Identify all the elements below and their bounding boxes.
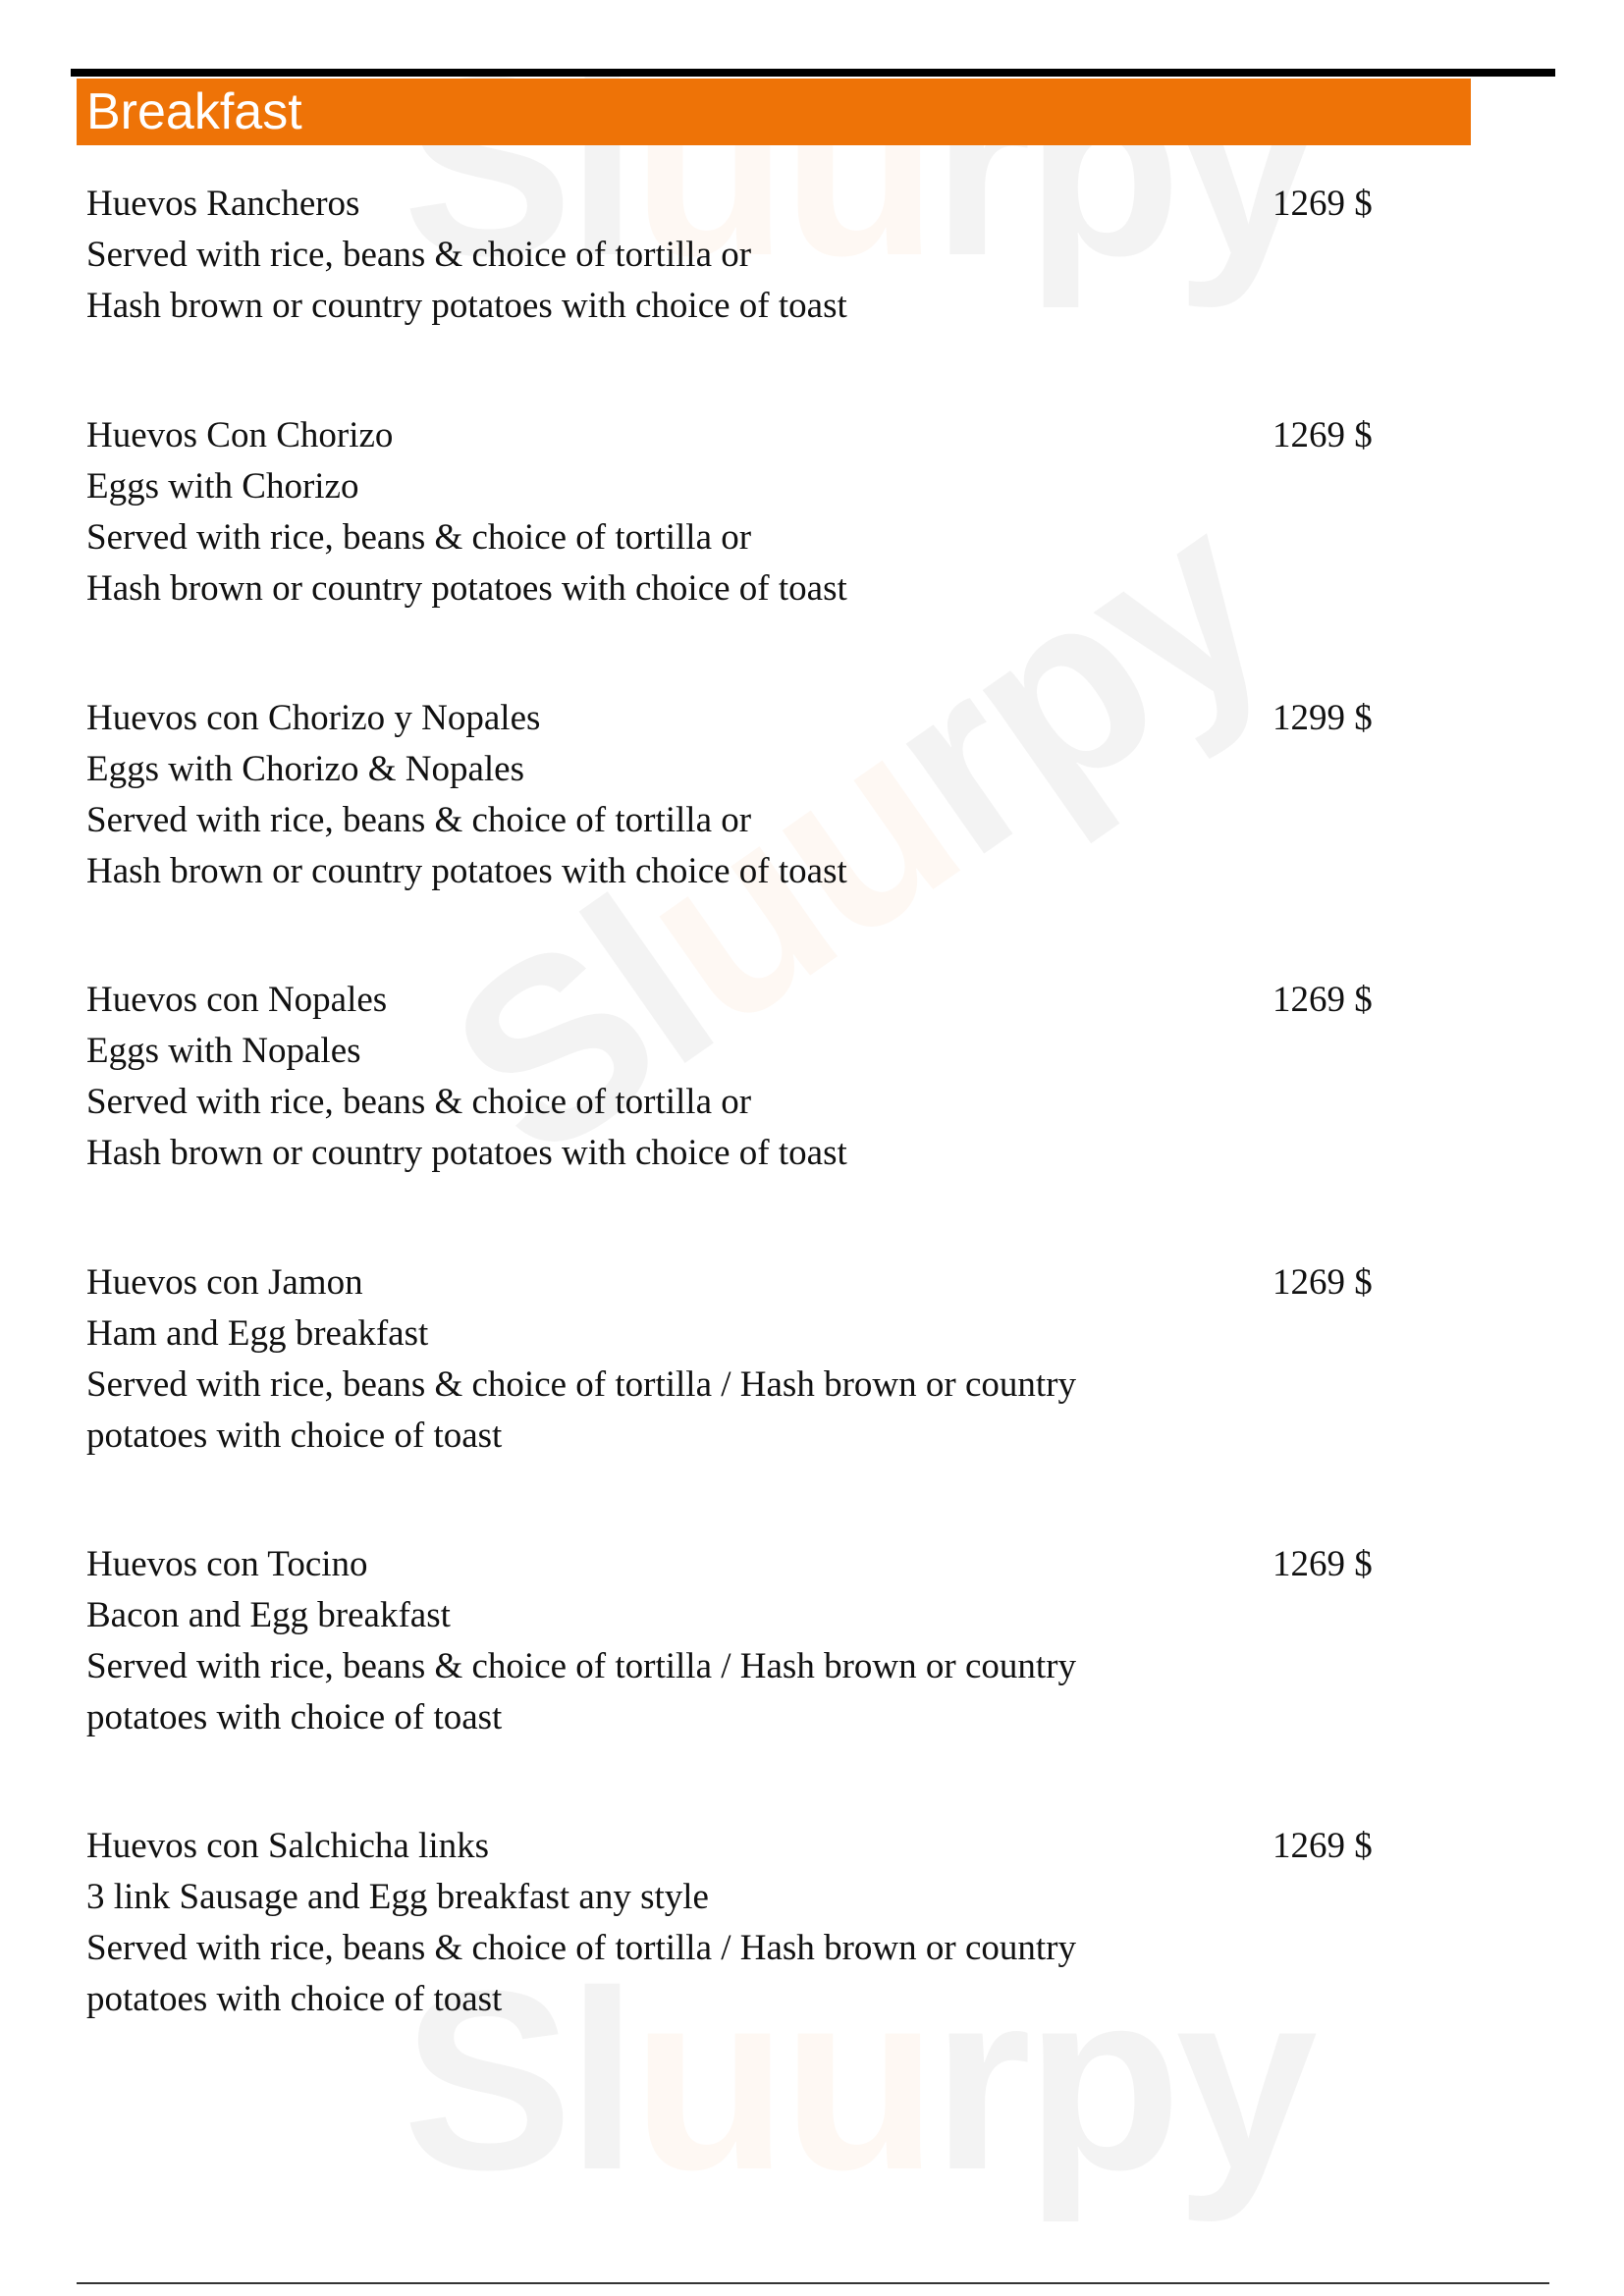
item-name: Huevos con Tocino <box>86 1544 368 1584</box>
item-price: 1269 $ <box>1272 1262 1373 1303</box>
item-price: 1269 $ <box>1272 1826 1373 1866</box>
menu-item <box>86 1257 1392 1462</box>
item-description: Hash brown or country potatoes with choice of toast <box>86 568 847 609</box>
item-description: potatoes with choice of toast <box>86 1697 503 1737</box>
item-description: Served with rice, beans & choice of tortilla or <box>86 235 752 275</box>
item-description: potatoes with choice of toast <box>86 1979 503 2019</box>
item-description: Eggs with Nopales <box>86 1031 361 1071</box>
item-description: Served with rice, beans & choice of tortilla or <box>86 800 752 840</box>
menu-item <box>86 410 1392 614</box>
item-description: Served with rice, beans & choice of tortilla / Hash brown or country <box>86 1646 1076 1686</box>
item-name: Huevos con Salchicha links <box>86 1826 489 1866</box>
item-description: Served with rice, beans & choice of tortilla / Hash brown or country <box>86 1928 1076 1968</box>
item-price: 1269 $ <box>1272 184 1373 224</box>
item-name: Huevos con Jamon <box>86 1262 363 1303</box>
item-price: 1299 $ <box>1272 698 1373 738</box>
item-price: 1269 $ <box>1272 1544 1373 1584</box>
item-price: 1269 $ <box>1272 980 1373 1020</box>
menu-item <box>86 179 1392 332</box>
item-name: Huevos con Chorizo y Nopales <box>86 698 541 738</box>
item-description: 3 link Sausage and Egg breakfast any style <box>86 1877 709 1917</box>
menu-item <box>86 1821 1392 2025</box>
item-name: Huevos Con Chorizo <box>86 415 394 455</box>
item-price: 1269 $ <box>1272 415 1373 455</box>
item-description: potatoes with choice of toast <box>86 1415 503 1456</box>
item-name: Huevos con Nopales <box>86 980 388 1020</box>
item-name: Huevos Rancheros <box>86 184 360 224</box>
section-title: Breakfast <box>86 83 302 140</box>
item-description: Ham and Egg breakfast <box>86 1313 429 1354</box>
item-description: Hash brown or country potatoes with choice of toast <box>86 1133 847 1173</box>
item-description: Hash brown or country potatoes with choice of toast <box>86 851 847 891</box>
section-header <box>77 79 1471 145</box>
item-description: Eggs with Chorizo <box>86 466 359 507</box>
menu-item <box>86 1539 1392 1743</box>
item-description: Bacon and Egg breakfast <box>86 1595 451 1635</box>
item-description: Eggs with Chorizo & Nopales <box>86 749 525 789</box>
item-description: Served with rice, beans & choice of tortilla / Hash brown or country <box>86 1364 1076 1405</box>
item-description: Served with rice, beans & choice of tortilla or <box>86 517 752 558</box>
bottom-rule <box>77 2282 1549 2284</box>
item-description: Hash brown or country potatoes with choice of toast <box>86 286 847 326</box>
menu-item <box>86 693 1392 897</box>
item-description: Served with rice, beans & choice of tortilla or <box>86 1082 752 1122</box>
menu-item <box>86 975 1392 1179</box>
top-rule <box>71 69 1555 77</box>
